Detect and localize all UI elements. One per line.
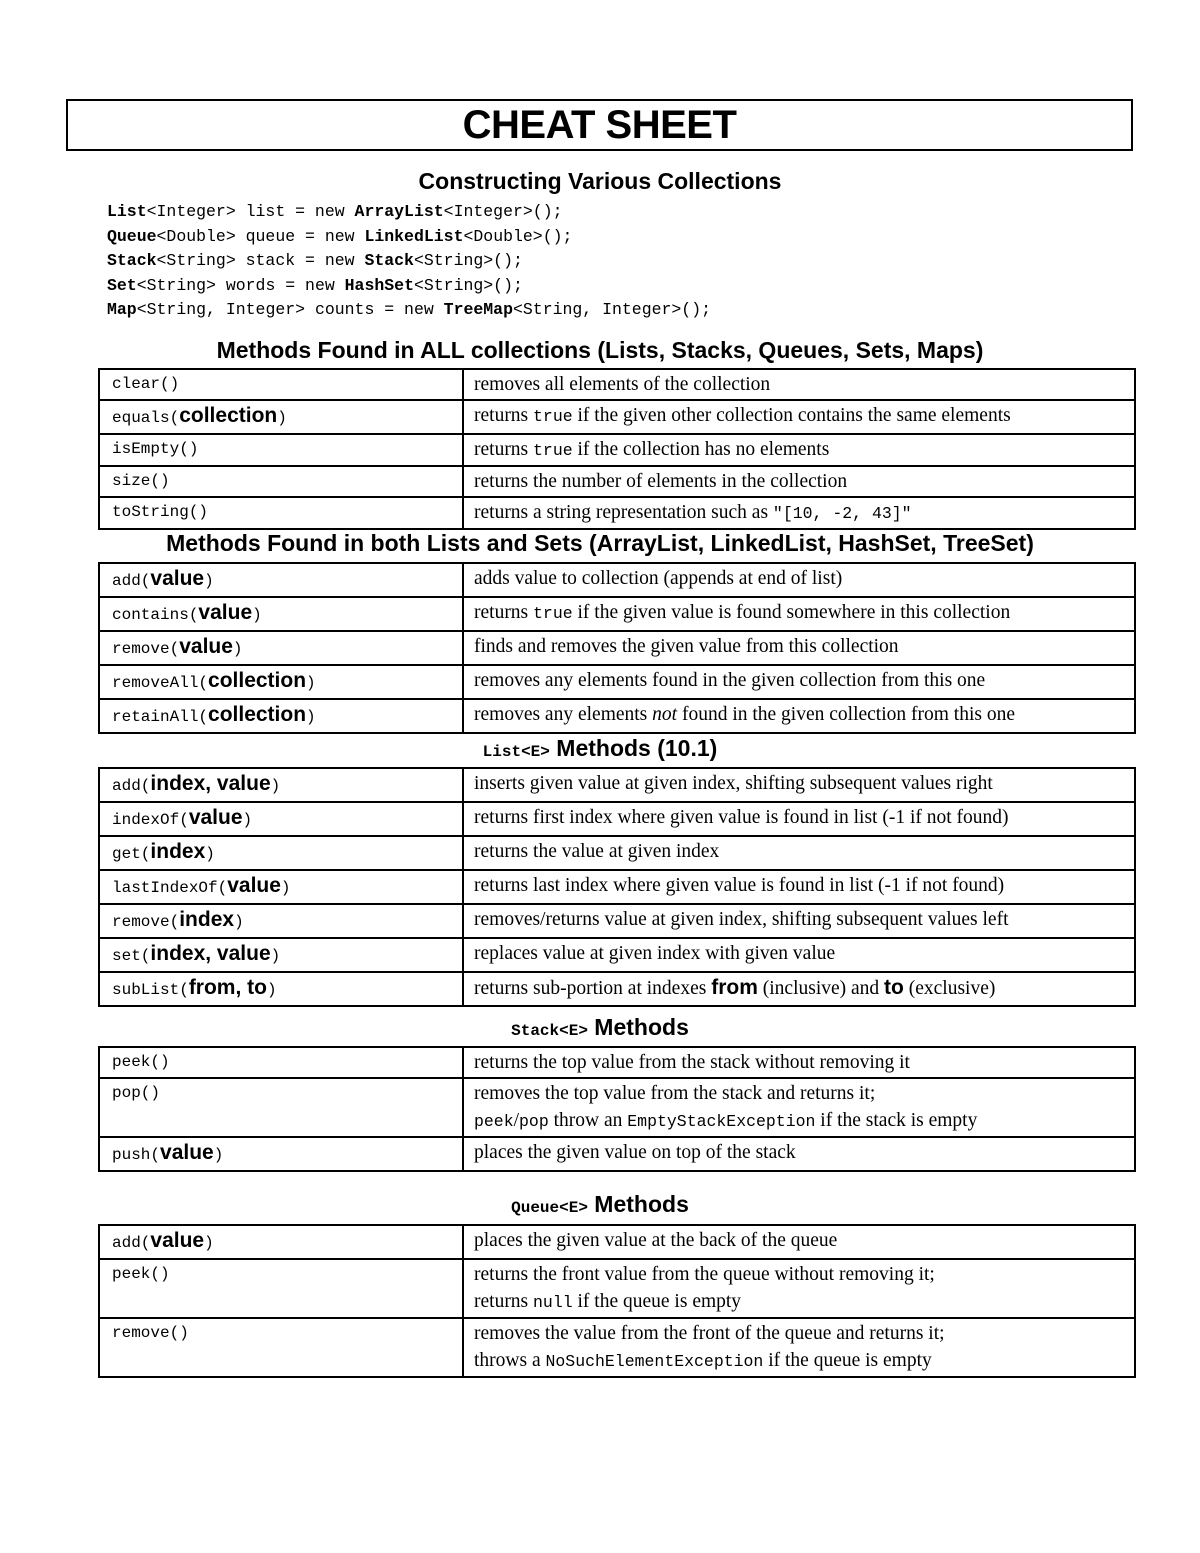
method-description: places the given value at the back of the queue <box>463 1225 1135 1259</box>
title-box <box>66 99 1133 151</box>
method-description: returns last index where given value is found in list (-1 if not found) <box>463 870 1135 904</box>
method-signature: retainAll(collection) <box>99 699 463 733</box>
method-description: removes the top value from the stack and returns it; peek/pop throw an EmptyStackException if the stack is empty <box>463 1078 1135 1137</box>
method-description: inserts given value at given index, shifting subsequent values right <box>463 768 1135 802</box>
method-description: removes any elements not found in the given collection from this one <box>463 699 1135 733</box>
method-signature: pop() <box>99 1078 463 1137</box>
method-description: places the given value on top of the stack <box>463 1137 1135 1171</box>
table-row <box>99 466 1135 497</box>
method-description: replaces value at given index with given value <box>463 938 1135 972</box>
method-signature: remove(index) <box>99 904 463 938</box>
table-row <box>99 802 1135 836</box>
table-row <box>99 497 1135 529</box>
code-line: Stack<String> stack = new Stack<String>(); <box>107 251 523 270</box>
method-signature: clear() <box>99 369 463 400</box>
table-row <box>99 434 1135 466</box>
method-signature: size() <box>99 466 463 497</box>
table-row <box>99 1259 1135 1318</box>
method-signature: peek() <box>99 1047 463 1078</box>
construct-code-block <box>107 200 711 323</box>
method-signature: isEmpty() <box>99 434 463 466</box>
table-row <box>99 597 1135 631</box>
table-row <box>99 699 1135 733</box>
method-description: returns the top value from the stack without removing it <box>463 1047 1135 1078</box>
table-row <box>99 1047 1135 1078</box>
lists-sets-heading: Methods Found in both Lists and Sets (ArrayList, LinkedList, HashSet, TreeSet) <box>166 530 1034 556</box>
method-signature: removeAll(collection) <box>99 665 463 699</box>
code-line: Map<String, Integer> counts = new TreeMap<String, Integer>(); <box>107 300 712 319</box>
method-description: returns sub-portion at indexes from (inclusive) and to (exclusive) <box>463 972 1135 1006</box>
table-row <box>99 1225 1135 1259</box>
table-row <box>99 563 1135 597</box>
stack-methods-heading: Stack<E> Methods <box>511 1014 689 1040</box>
table-row <box>99 400 1135 434</box>
method-signature: peek() <box>99 1259 463 1318</box>
queue-methods-table <box>98 1224 1136 1378</box>
queue-methods-heading: Queue<E> Methods <box>511 1191 689 1217</box>
table-row <box>99 870 1135 904</box>
table-row <box>99 1137 1135 1171</box>
table-row <box>99 1078 1135 1137</box>
table-row <box>99 938 1135 972</box>
method-signature: add(value) <box>99 1225 463 1259</box>
lists-sets-table <box>98 562 1136 734</box>
method-signature: subList(from, to) <box>99 972 463 1006</box>
list-methods-table <box>98 767 1136 1007</box>
method-signature: add(index, value) <box>99 768 463 802</box>
method-signature: add(value) <box>99 563 463 597</box>
table-row <box>99 369 1135 400</box>
method-description: adds value to collection (appends at end of list) <box>463 563 1135 597</box>
method-signature: toString() <box>99 497 463 529</box>
code-line: Set<String> words = new HashSet<String>(); <box>107 275 523 295</box>
method-signature: get(index) <box>99 836 463 870</box>
method-description: returns first index where given value is found in list (-1 if not found) <box>463 802 1135 836</box>
stack-methods-table <box>98 1046 1136 1172</box>
method-signature: equals(collection) <box>99 400 463 434</box>
all-collections-table <box>98 368 1136 530</box>
construct-heading: Constructing Various Collections <box>418 168 782 194</box>
table-row <box>99 768 1135 802</box>
table-row <box>99 1318 1135 1377</box>
code-line: Queue<Double> queue = new LinkedList<Double>(); <box>107 226 573 246</box>
method-description: returns the value at given index <box>463 836 1135 870</box>
method-description: removes all elements of the collection <box>463 369 1135 400</box>
method-signature: contains(value) <box>99 597 463 631</box>
list-methods-heading: List<E> Methods (10.1) <box>482 735 718 761</box>
table-row <box>99 665 1135 699</box>
table-row <box>99 904 1135 938</box>
method-description: removes/returns value at given index, shifting subsequent values left <box>463 904 1135 938</box>
code-line: List<Integer> list = new ArrayList<Integer>(); <box>107 202 563 221</box>
method-signature: indexOf(value) <box>99 802 463 836</box>
method-description: finds and removes the given value from this collection <box>463 631 1135 665</box>
all-collections-heading: Methods Found in ALL collections (Lists, Stacks, Queues, Sets, Maps) <box>216 337 984 363</box>
page-title: CHEAT SHEET <box>462 102 737 147</box>
method-description: returns true if the collection has no elements <box>463 434 1135 466</box>
method-signature: remove() <box>99 1318 463 1377</box>
method-description: returns true if the given value is found somewhere in this collection <box>463 597 1135 631</box>
method-description: removes any elements found in the given collection from this one <box>463 665 1135 699</box>
table-row <box>99 836 1135 870</box>
table-row <box>99 631 1135 665</box>
method-signature: lastIndexOf(value) <box>99 870 463 904</box>
method-description: removes the value from the front of the queue and returns it; throws a NoSuchElementException if the queue is empty <box>463 1318 1135 1377</box>
method-signature: set(index, value) <box>99 938 463 972</box>
method-description: returns the number of elements in the collection <box>463 466 1135 497</box>
table-row <box>99 972 1135 1006</box>
method-signature: remove(value) <box>99 631 463 665</box>
method-description: returns the front value from the queue without removing it; returns null if the queue is empty <box>463 1259 1135 1318</box>
method-signature: push(value) <box>99 1137 463 1171</box>
method-description: returns a string representation such as "[10, -2, 43]" <box>463 497 1135 529</box>
method-description: returns true if the given other collection contains the same elements <box>463 400 1135 434</box>
